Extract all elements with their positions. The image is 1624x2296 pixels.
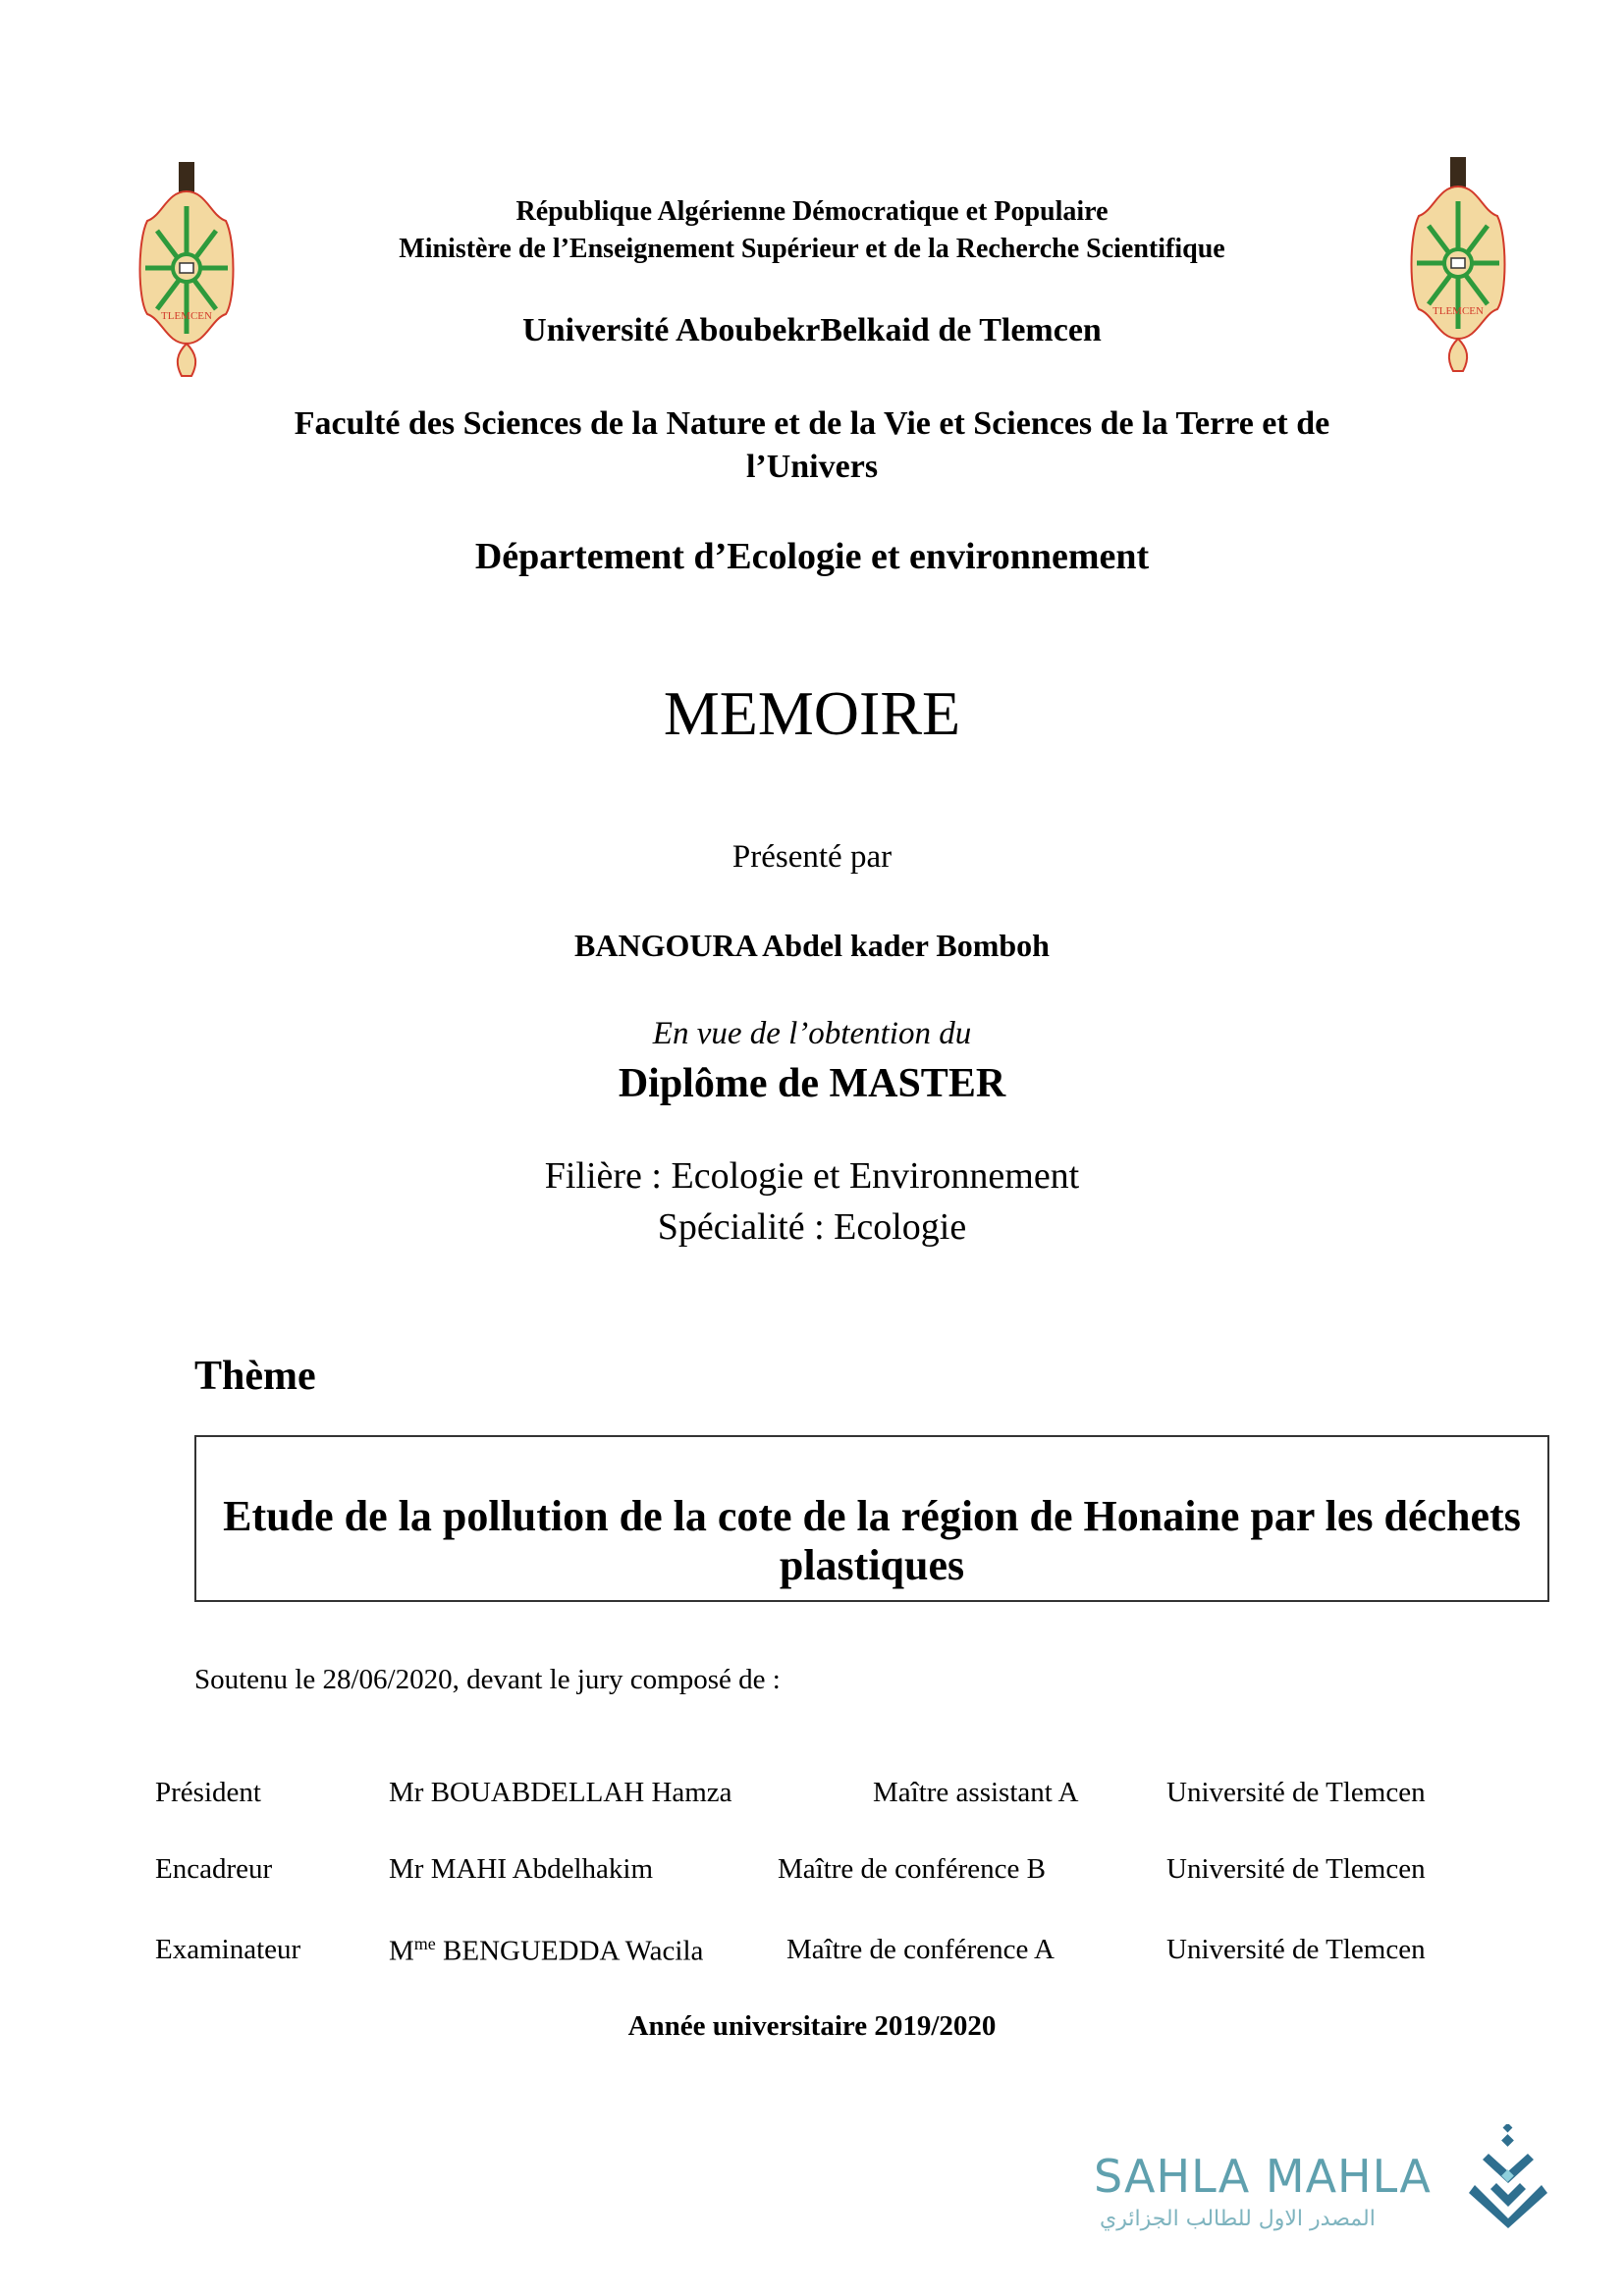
jury-member-name: $M^{me}$ BENGUEDDA Wacila: [389, 1934, 704, 1967]
jury-row-president: [0, 1777, 1624, 1816]
theme-title: Etude de la pollution de la cote de la région de Honaine par les déchets plastiques: [223, 1492, 1521, 1589]
svg-text:TLEMCEN: TLEMCEN: [161, 310, 212, 322]
diploma-title: Diplôme de MASTER: [618, 1061, 1006, 1106]
academic-year: Année universitaire 2019/2020: [627, 2010, 997, 2042]
watermark-tagline: المصدر الاول للطالب الجزائري: [1100, 2207, 1376, 2231]
sahla-mahla-logo-icon: [1469, 2124, 1547, 2228]
jury-row-encadreur: [0, 1853, 1624, 1893]
jury-row-examinateur: [0, 1934, 1624, 1973]
filiere-label: Filière : Ecologie et Environnement: [544, 1155, 1080, 1197]
obtention-label: En vue de l’obtention du: [652, 1016, 972, 1051]
defense-statement: Soutenu le 28/06/2020, devant le jury composé de :: [194, 1664, 781, 1695]
jury-institution: Université de Tlemcen: [1166, 1853, 1426, 1885]
jury-rank: Maître assistant A: [873, 1777, 1079, 1808]
jury-member-name: Mr MAHI Abdelhakim: [389, 1853, 654, 1885]
watermark-brand: SAHLA MAHLA: [1094, 2150, 1432, 2203]
university-heading: Université AboubekrBelkaid de Tlemcen: [522, 312, 1102, 348]
author-name: BANGOURA Abdel kader Bomboh: [574, 928, 1050, 963]
jury-role: Encadreur: [155, 1853, 273, 1885]
faculty-line-2: l’Univers: [745, 449, 879, 485]
jury-rank: Maître de conférence B: [778, 1853, 1046, 1885]
ministry-heading: Ministère de l’Enseignement Supérieur et de la Recherche Scientifique: [399, 234, 1225, 264]
jury-rank: Maître de conférence A: [786, 1934, 1055, 1965]
presented-by-label: Présenté par: [731, 839, 893, 875]
jury-institution: Université de Tlemcen: [1166, 1777, 1426, 1808]
jury-role: Président: [155, 1777, 261, 1808]
republic-heading: République Algérienne Démocratique et Populaire: [515, 196, 1109, 227]
theme-label: Thème: [194, 1354, 316, 1399]
sahla-mahla-watermark: [1090, 2120, 1551, 2238]
department-heading: Département d’Ecologie et environnement: [474, 536, 1150, 577]
theme-box: [194, 1435, 1549, 1602]
document-type-title: MEMOIRE: [663, 678, 961, 748]
specialite-label: Spécialité : Ecologie: [657, 1206, 967, 1248]
svg-text:TLEMCEN: TLEMCEN: [1433, 305, 1484, 317]
jury-institution: Université de Tlemcen: [1166, 1934, 1426, 1965]
faculty-heading: [0, 402, 1624, 489]
jury-role: Examinateur: [155, 1934, 301, 1965]
faculty-line-1: Faculté des Sciences de la Nature et de la Vie et Sciences de la Terre et de: [294, 405, 1330, 442]
jury-member-name: Mr BOUABDELLAH Hamza: [389, 1777, 732, 1808]
